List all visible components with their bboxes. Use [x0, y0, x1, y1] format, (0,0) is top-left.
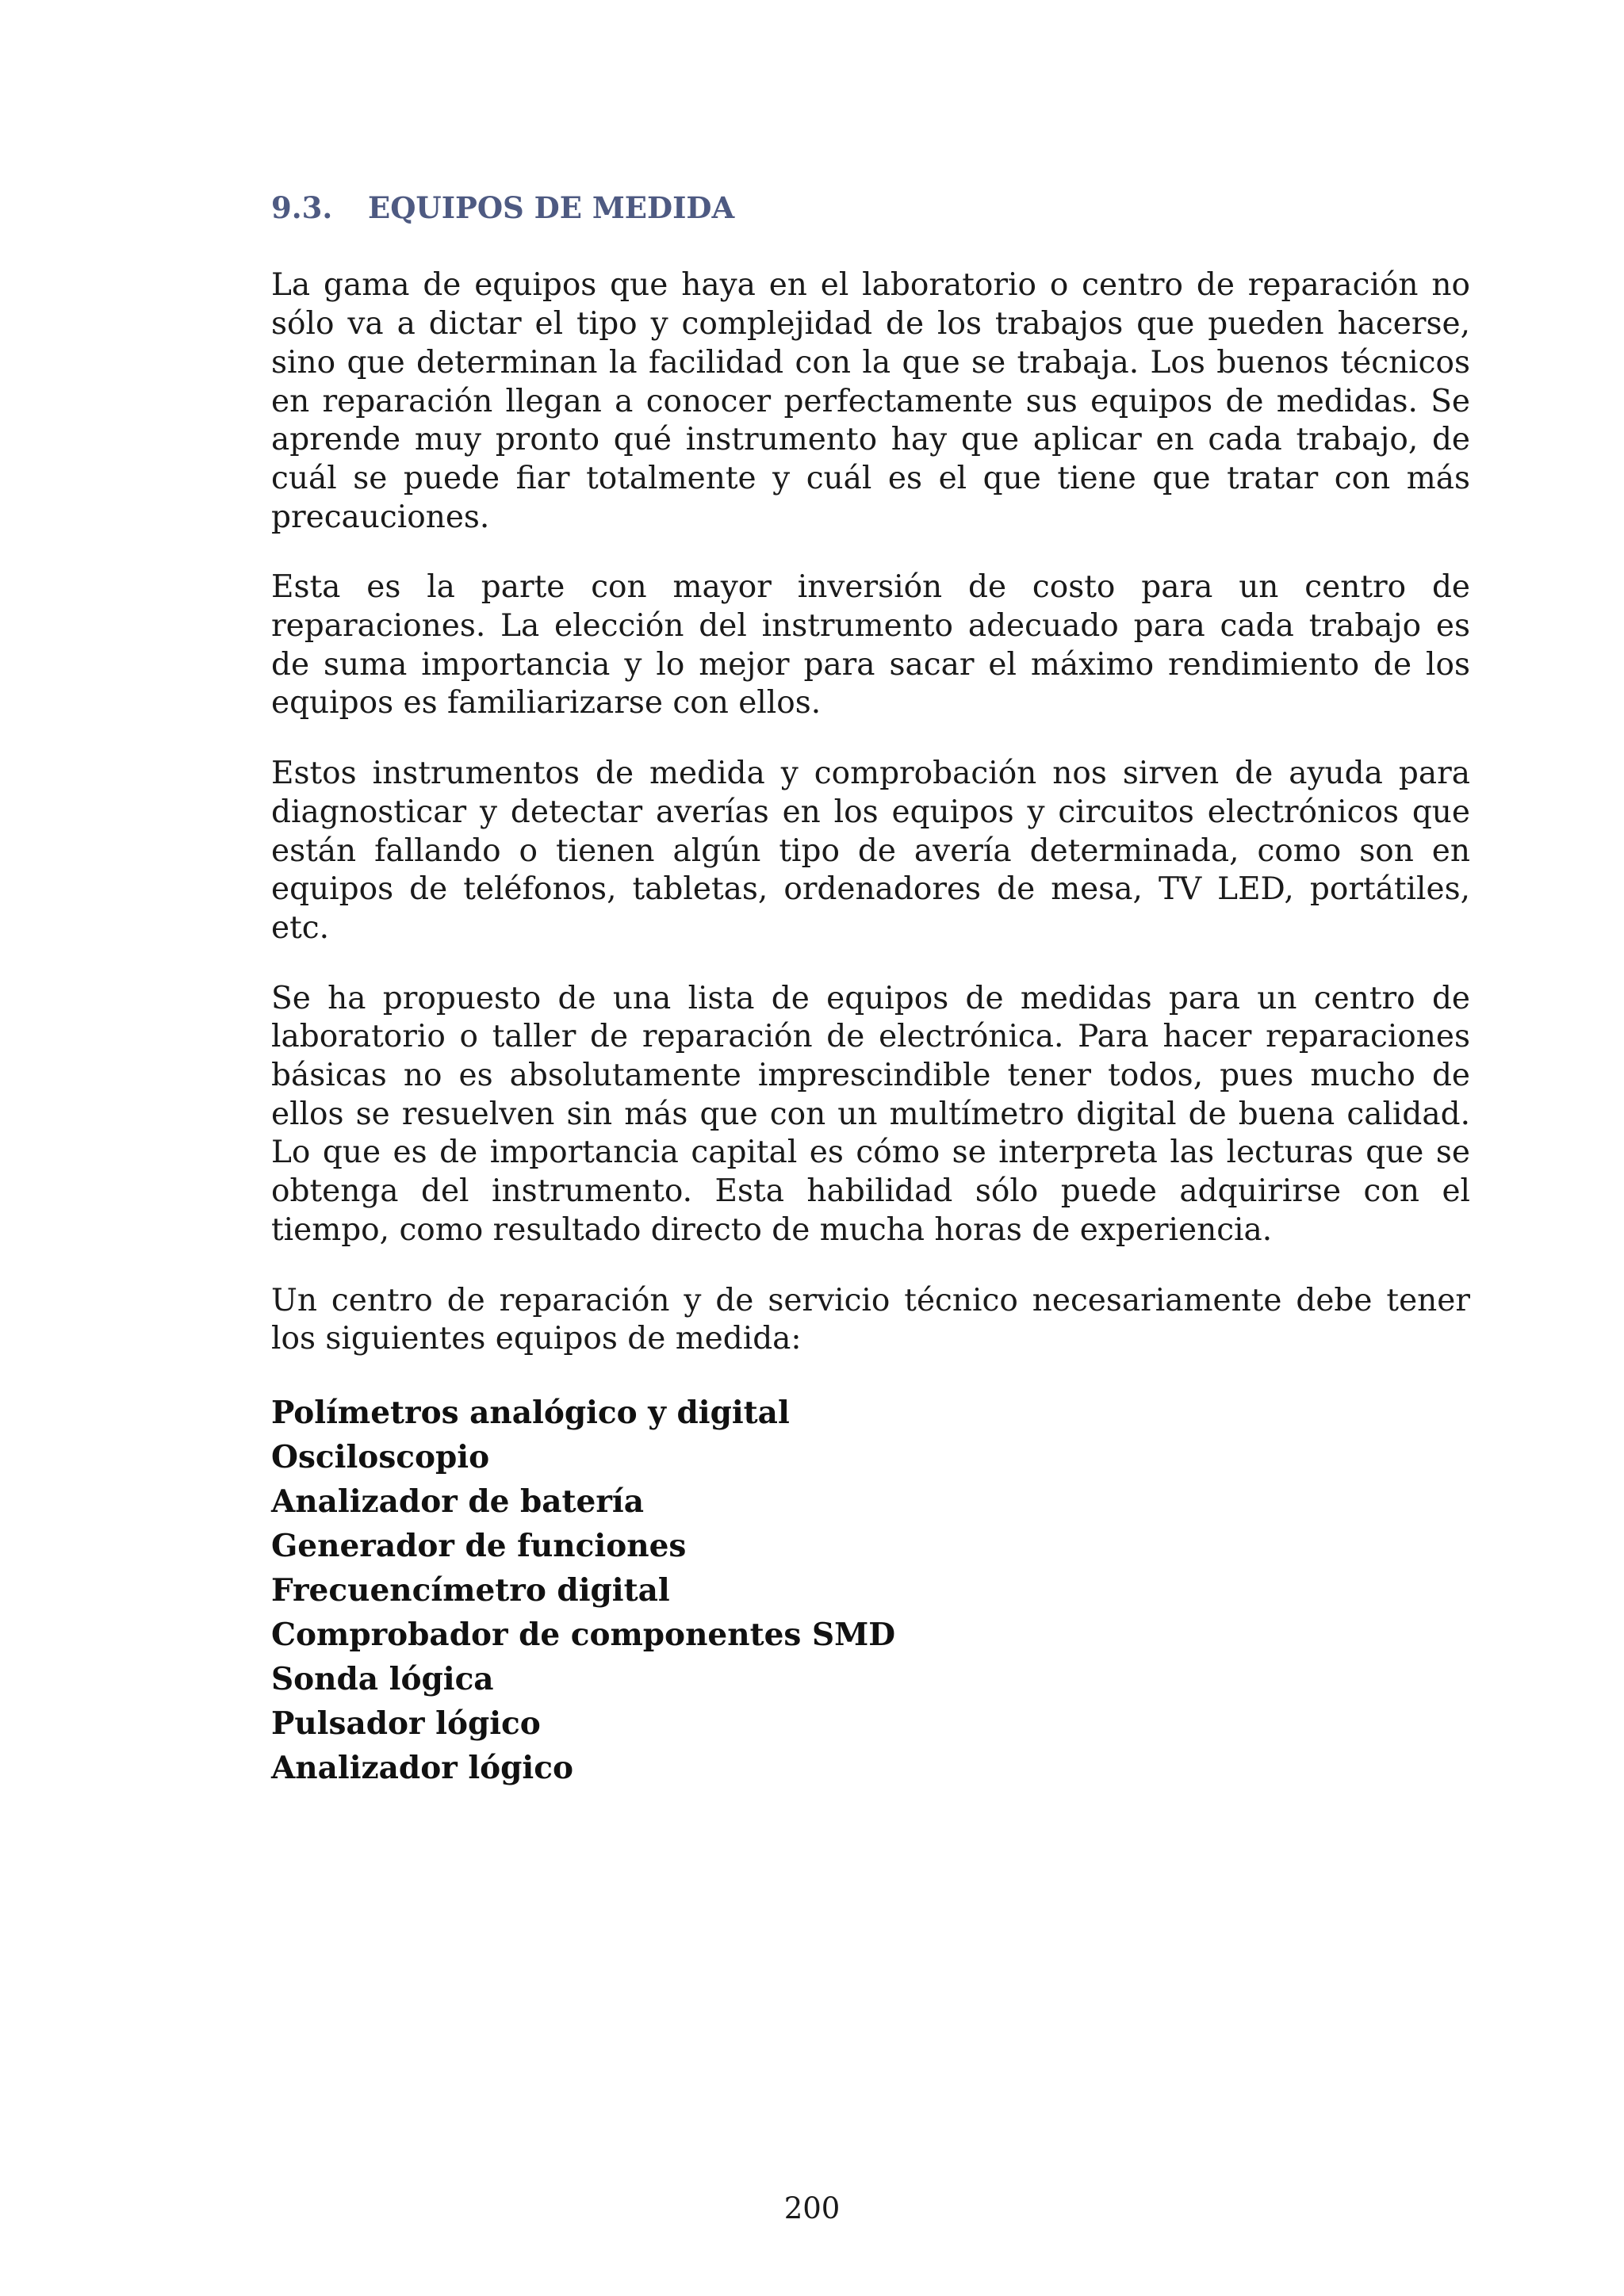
list-item: Analizador lógico	[271, 1749, 574, 1786]
list-item: Frecuencímetro digital	[271, 1571, 670, 1609]
equipment-list	[271, 1391, 1470, 1790]
paragraph: Un centro de reparación y de servicio técnico necesariamente debe tener los siguientes equipos de medida:	[271, 1282, 1470, 1357]
section-number: 9.3.	[271, 190, 333, 225]
list-item: Pulsador lógico	[271, 1705, 541, 1742]
paragraph: Se ha propuesto de una lista de equipos de medidas para un centro de laboratorio o taller de reparación de electrónica. Para hacer reparaciones básicas no es absolutamente imprescindible tener todos, pues mucho de ellos se resuelven sin más que con un multímetro digital de buena calidad. Lo que es de importancia capital es cómo se interpreta las lecturas que se obtenga del instrumento. Esta habilidad sólo puede adquirirse con el tiempo, como resultado directo de mucha horas de experiencia.	[271, 980, 1470, 1248]
list-item: Sonda lógica	[271, 1660, 494, 1697]
section-title: EQUIPOS DE MEDIDA	[368, 190, 735, 225]
paragraph: Estos instrumentos de medida y comprobación nos sirven de ayuda para diagnosticar y detectar averías en los equipos y circuitos electrónicos que están fallando o tienen algún tipo de avería determinada, como son en equipos de teléfonos, tabletas, ordenadores de mesa, TV LED, portátiles, etc.	[271, 756, 1470, 946]
list-item: Osciloscopio	[271, 1438, 490, 1475]
paragraph: Esta es la parte con mayor inversión de costo para un centro de reparaciones. La elección del instrumento adecuado para cada trabajo es de suma importancia y lo mejor para sacar el máximo rendimiento de los equipos es familiarizarse con ellos.	[271, 569, 1470, 721]
page-number: 200	[783, 2191, 841, 2225]
list-item: Generador de funciones	[271, 1527, 687, 1564]
list-item: Polímetros analógico y digital	[271, 1394, 790, 1431]
paragraph: La gama de equipos que haya en el laboratorio o centro de reparación no sólo va a dictar el tipo y complejidad de los trabajos que pueden hacerse, sino que determinan la facilidad con la que se trabaja. Los buenos técnicos en reparación llegan a conocer perfectamente sus equipos de medidas. Se aprende muy pronto qué instrumento hay que aplicar en cada trabajo, de cuál se puede fiar totalmente y cuál es el que tiene que tratar con más precauciones.	[271, 267, 1470, 535]
section-heading	[271, 190, 1470, 225]
list-item: Comprobador de componentes SMD	[271, 1616, 896, 1653]
page-content	[271, 190, 1470, 1790]
list-item: Analizador de batería	[271, 1483, 644, 1520]
